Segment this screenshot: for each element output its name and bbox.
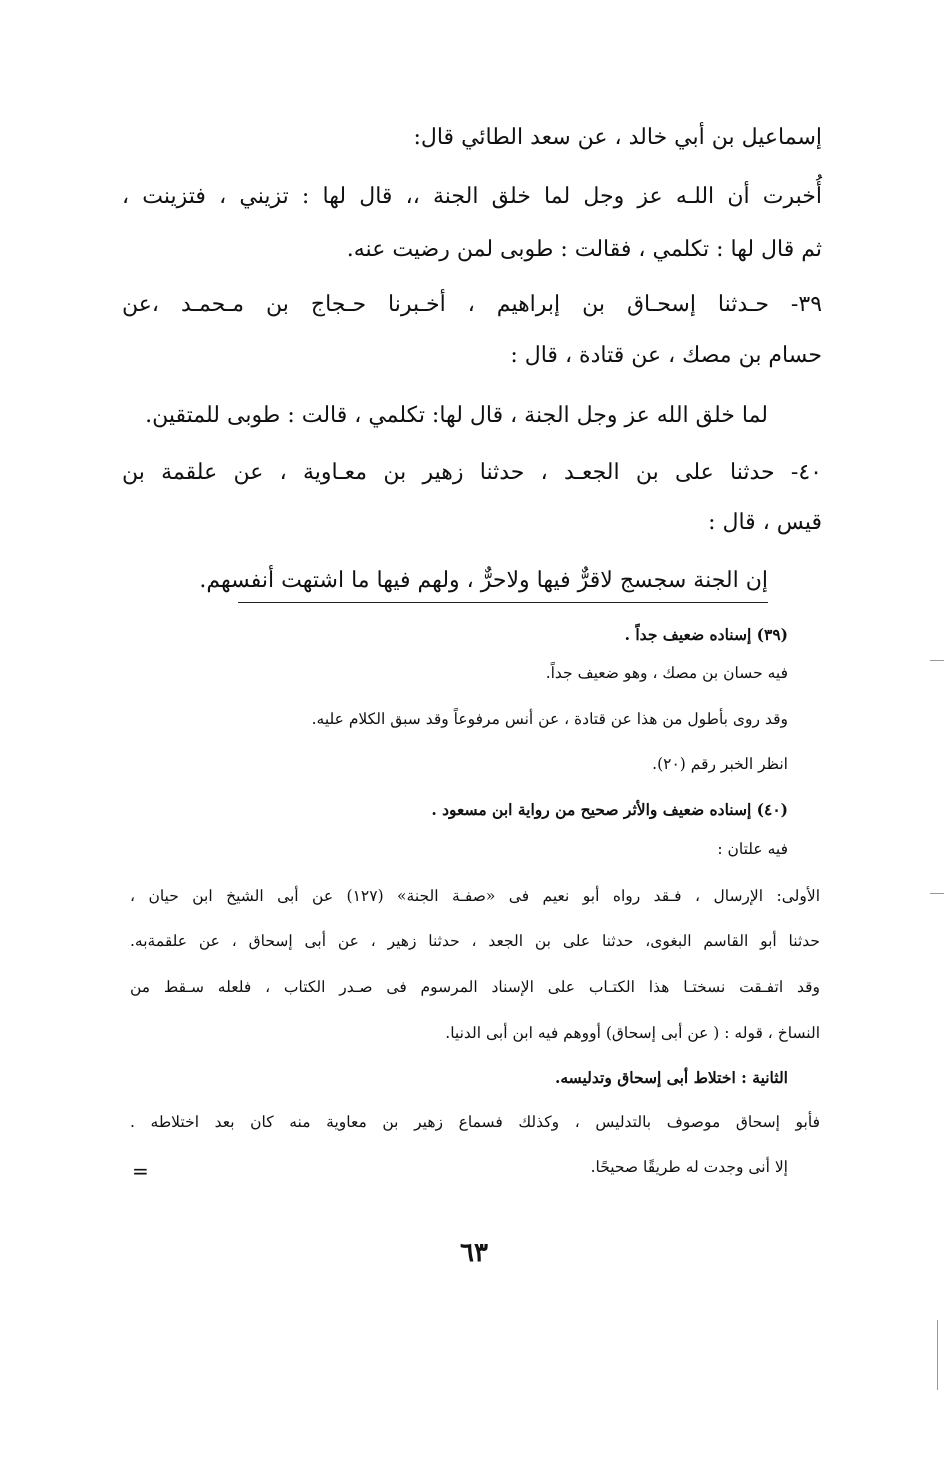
footnote-line-3: وقد روى بأطول من هذا عن قتادة ، عن أنس مرفوعاً وقد سبق الكلام عليه.	[311, 710, 788, 728]
continuation-mark: =	[132, 1159, 149, 1183]
main-line-7: ٤٠- حدثنا على بن الجعـد ، حدثنا زهير بن معـاوية ، عن علقمة بن	[122, 460, 822, 485]
main-line-3: ثم قال لها : تكلمي ، فقالت : طوبى لمن رضيت عنه.	[346, 237, 822, 262]
footnote-line-13: إلا أنى وجدت له طريقًا صحيحًا.	[590, 1158, 788, 1176]
footnote-line-4: انظر الخبر رقم (٢٠).	[652, 755, 788, 773]
footnote-line-9: وقد اتفـقت نسختـا هذا الكتـاب على الإسناد المرسوم فى صـدر الكتاب ، فلعله سـقط من	[130, 978, 820, 996]
page-number: ٦٣	[460, 1238, 488, 1268]
main-line-8: قيس ، قال :	[708, 510, 822, 535]
margin-tick	[930, 893, 944, 894]
main-line-1: إسماعيل بن أبي خالد ، عن سعد الطائي قال:	[413, 125, 822, 150]
margin-tick	[937, 1320, 938, 1390]
main-line-5: حسام بن مصك ، عن قتادة ، قال :	[510, 343, 822, 368]
footnote-line-7: الأولى: الإرسال ، فـقد رواه أبو نعيم فى «صفـة الجنة» (١٢٧) عن أبى الشيخ ابن حيان ،	[130, 887, 821, 905]
margin-tick	[930, 660, 944, 661]
footnote-line-8: حدثنا أبو القاسم البغوى، حدثنا على بن الجعد ، حدثنا زهير ، عن أبى إسحاق ، عن علقمةبه.	[130, 932, 820, 950]
footnote-separator	[238, 602, 768, 603]
footnote-40-heading: (٤٠) إسناده ضعيف والأثر صحيح من رواية ابن مسعود .	[431, 800, 788, 819]
footnote-line-6: فيه علتان :	[717, 840, 788, 858]
footnote-line-12: فأبو إسحاق موصوف بالتدليس ، وكذلك فسماع زهير بن معاوية منه كان بعد اختلاطه .	[130, 1113, 820, 1131]
main-line-6: لما خلق الله عز وجل الجنة ، قال لها: تكلمي ، قالت : طوبى للمتقين.	[145, 403, 768, 428]
footnote-line-2: فيه حسان بن مصك ، وهو ضعيف جداً.	[545, 664, 788, 682]
footnote-line-10: النساخ ، قوله : ( عن أبى إسحاق) أووهم فيه ابن أبى الدنيا.	[445, 1024, 820, 1042]
footnote-line-11: الثانية : اختلاط أبى إسحاق وتدليسه.	[554, 1068, 788, 1087]
main-line-2: أُخبرت أن اللـه عز وجل لما خلق الجنة ،، قال لها : تزيني ، فتزينت ،	[122, 184, 822, 209]
main-line-4: ٣٩- حـدثنا إسحـاق بن إبراهيم ، أخـبرنا حـجاج بن مـحمـد ،عن	[122, 292, 823, 317]
footnote-39-heading: (٣٩) إسناده ضعيف جداً .	[624, 625, 788, 644]
main-line-9: إن الجنة سجسج لاقرٌّ فيها ولاحرٌّ ، ولهم فيها ما اشتهت أنفسهم.	[199, 568, 768, 593]
